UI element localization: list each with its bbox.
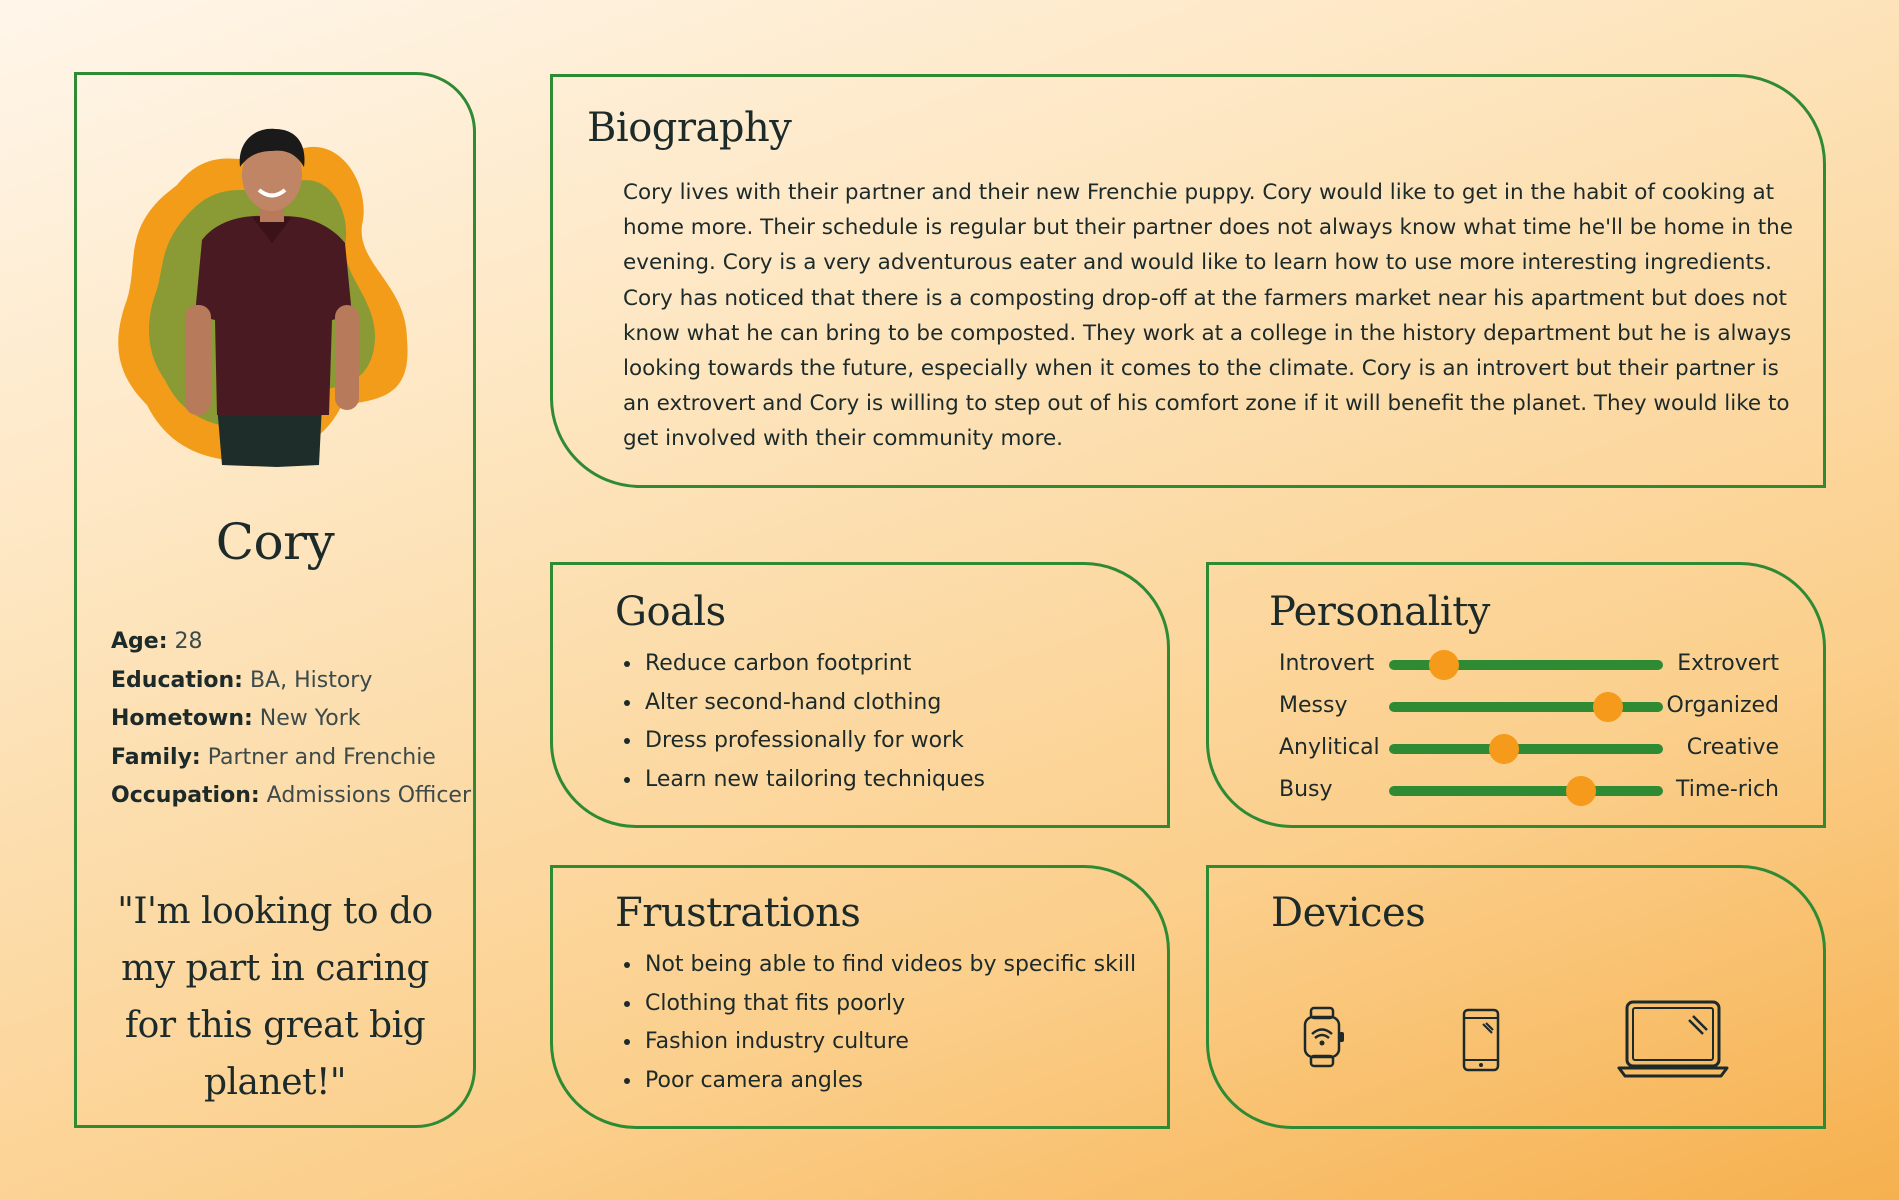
fact-family: Family: Partner and Frenchie [111,744,436,770]
frustrations-list [617,946,1136,1100]
trait-slider-track [1389,786,1663,796]
trait-left-label: Messy [1279,693,1348,718]
list-item: • Learn new tailoring techniques [643,761,985,800]
trait-slider-knob [1429,650,1459,680]
goals-card [550,562,1170,828]
trait-slider-track [1389,744,1663,754]
persona-quote: "I'm looking to do my part in caring for this great big planet!" [117,891,433,1103]
trait-slider-track [1389,702,1663,712]
biography-title: Biography [587,105,792,151]
fact-education: Education: BA, History [111,667,373,693]
list-item: • Clothing that fits poorly [643,985,1136,1024]
shirt [195,216,352,415]
frustrations-title: Frustrations [615,890,861,936]
list-item: • Poor camera angles [643,1062,1136,1101]
trait-row-introvert-extrovert [1279,645,1779,685]
list-item: • Not being able to find videos by specific skill [643,946,1136,985]
biography-text: Cory lives with their partner and their new Frenchie puppy. Cory would like to get in the habit of cooking at home more. Their schedule is regular but their partner does not always know what time he'll be home in the evening. Cory is a very adventurous eater and would like to learn how to use more interesting ingredients. Cory has noticed that there is a composting drop-off at the farmers market near his apartment but does not know what he can bring to be composted. They work at a college in the history department but he is always looking towards the future, especially when it comes to the climate. Cory is an introvert but their partner is an extrovert and Cory is willing to step out of his comfort zone if it will benefit the planet. They would like to get involved with their community more. [623,180,1793,452]
list-item: • Fashion industry culture [643,1023,1136,1062]
biography-card [550,74,1826,488]
list-item: • Reduce carbon footprint [643,645,985,684]
personality-card [1206,562,1826,828]
profile-card [74,72,476,1128]
devices-card [1206,865,1826,1129]
fact-occupation: Occupation: Admissions Officer [111,783,471,808]
fact-hometown: Hometown: New York [111,706,361,731]
goals-list [617,645,985,799]
trait-slider-track [1389,660,1663,670]
trait-row-busy-timerich [1279,771,1779,811]
persona-facts [111,623,471,816]
trait-right-label: Creative [1686,735,1779,760]
right-arm [335,305,359,410]
goals-title: Goals [615,589,726,635]
trait-right-label: Time-rich [1676,777,1779,802]
profile-photo [107,115,447,475]
left-arm [185,305,211,415]
personality-title: Personality [1269,589,1490,635]
smartwatch-icon [1301,1006,1347,1068]
trait-left-label: Busy [1279,777,1333,802]
devices-title: Devices [1271,890,1426,936]
trait-left-label: Introvert [1279,651,1375,676]
trait-right-label: Extrovert [1677,651,1779,676]
laptop-icon [1617,1000,1729,1080]
smartphone-icon [1461,1008,1501,1072]
trait-right-label: Organized [1666,693,1779,718]
list-item: • Dress professionally for work [643,722,985,761]
trait-row-analytical-creative [1279,729,1779,769]
frustrations-card [550,865,1170,1129]
fact-age: Age: 28 [111,629,203,654]
trait-row-messy-organized [1279,687,1779,727]
list-item: • Alter second-hand clothing [643,684,985,723]
trait-slider-knob [1593,692,1623,722]
trait-left-label: Anylitical [1279,735,1380,760]
trait-slider-knob [1489,734,1519,764]
persona-name: Cory [215,513,335,571]
trait-slider-knob [1566,776,1596,806]
